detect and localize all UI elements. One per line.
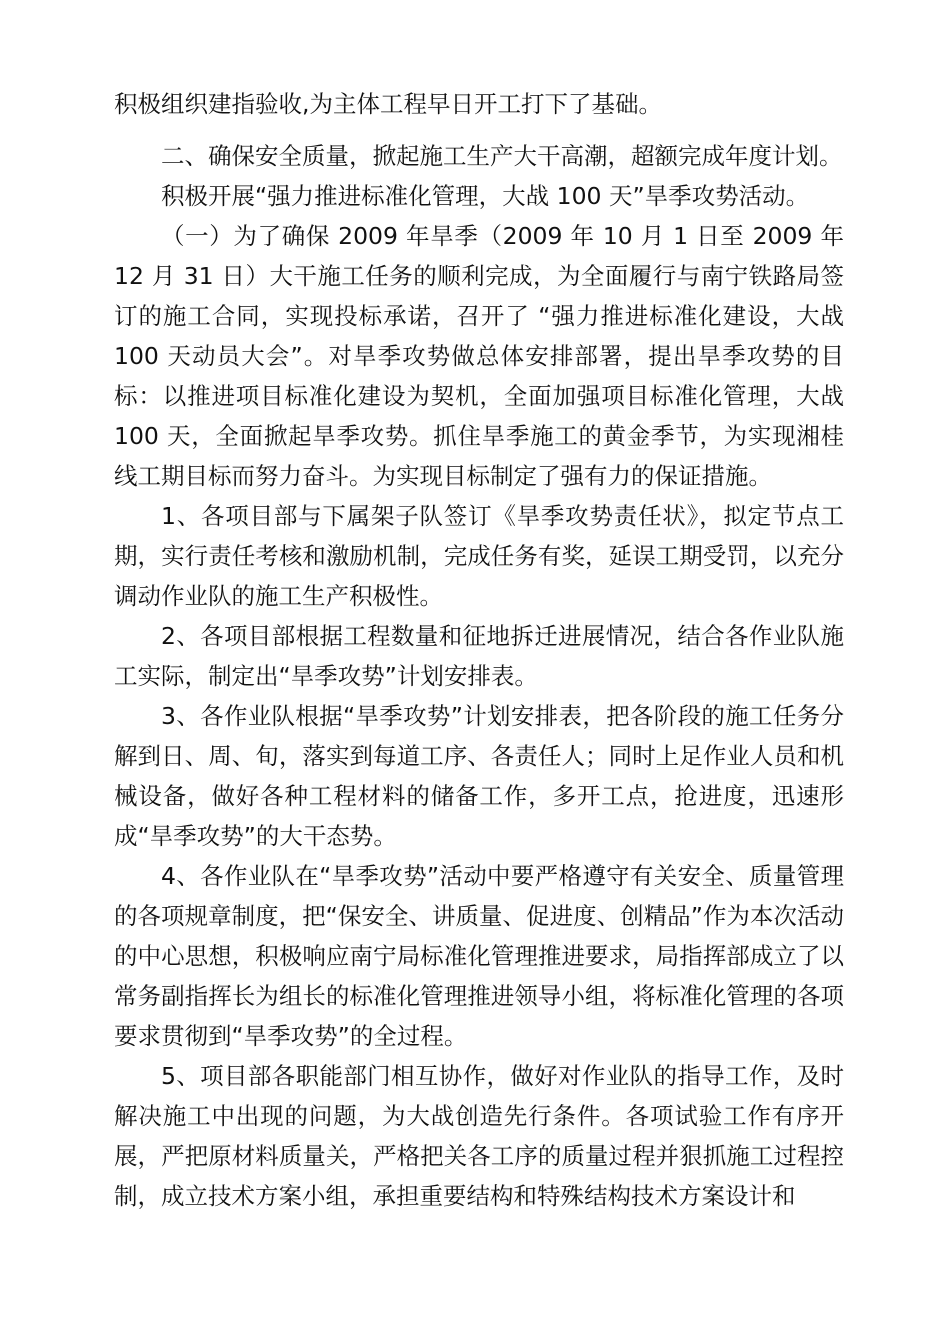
paragraph-continuation: 积极组织建指验收,为主体工程早日开工打下了基础。 — [114, 90, 662, 118]
paragraph-item-1: 1、各项目部与下属架子队签订《旱季攻势责任状》，拟定节点工期，实行责任考核和激励机制，完成任务有奖，延误工期受罚，以充分调动作业队的施工生产积极性。 — [114, 502, 844, 610]
paragraph-campaign-intro: 积极开展“强力推进标准化管理，大战 100 天”旱季攻势活动。 — [161, 182, 810, 210]
document-body — [114, 84, 844, 1216]
paragraph-item-2: 2、各项目部根据工程数量和征地拆迁进展情况，结合各作业队施工实际，制定出“旱季攻势”计划安排表。 — [114, 622, 844, 690]
section-heading-2: 二、确保安全质量，掀起施工生产大干高潮，超额完成年度计划。 — [161, 142, 843, 170]
paragraph-item-4: 4、各作业队在“旱季攻势”活动中要严格遵守有关安全、质量管理的各项规章制度，把“保安全、讲质量、促进度、创精品”作为本次活动的中心思想，积极响应南宁局标准化管理推进要求，局指挥部成立了以常务副指挥长为组长的标准化管理推进领导小组，将标准化管理的各项要求贯彻到“旱季攻势”的全过程。 — [114, 862, 844, 1050]
paragraph-item-5: 5、项目部各职能部门相互协作，做好对作业队的指导工作，及时解决施工中出现的问题，为大战创造先行条件。各项试验工作有序开展，严把原材料质量关，严格把关各工序的质量过程并狠抓施工过程控制，成立技术方案小组，承担重要结构和特殊结构技术方案设计和 — [114, 1062, 844, 1210]
paragraph-subsection-1: （一）为了确保 2009 年旱季（2009 年 10 月 1 日至 2009 年 12 月 31 日）大干施工任务的顺利完成，为全面履行与南宁铁路局签订的施工合同，实现投标承诺，召开了 “强力推进标准化建设，大战 100 天动员大会”。对旱季攻势做总体安排部署，提出旱季攻势的目标：以推进项目标准化建设为契机，全面加强项目标准化管理，大战 100 天，全面掀起旱季攻势。抓住旱季施工的黄金季节，为实现湘桂线工期目标而努力奋斗。为实现目标制定了强有力的保证措施。 — [114, 222, 844, 490]
paragraph-item-3: 3、各作业队根据“旱季攻势”计划安排表，把各阶段的施工任务分解到日、周、旬，落实到每道工序、各责任人；同时上足作业人员和机械设备，做好各种工程材料的储备工作，多开工点，抢进度，迅速形成“旱季攻势”的大干态势。 — [114, 702, 844, 850]
